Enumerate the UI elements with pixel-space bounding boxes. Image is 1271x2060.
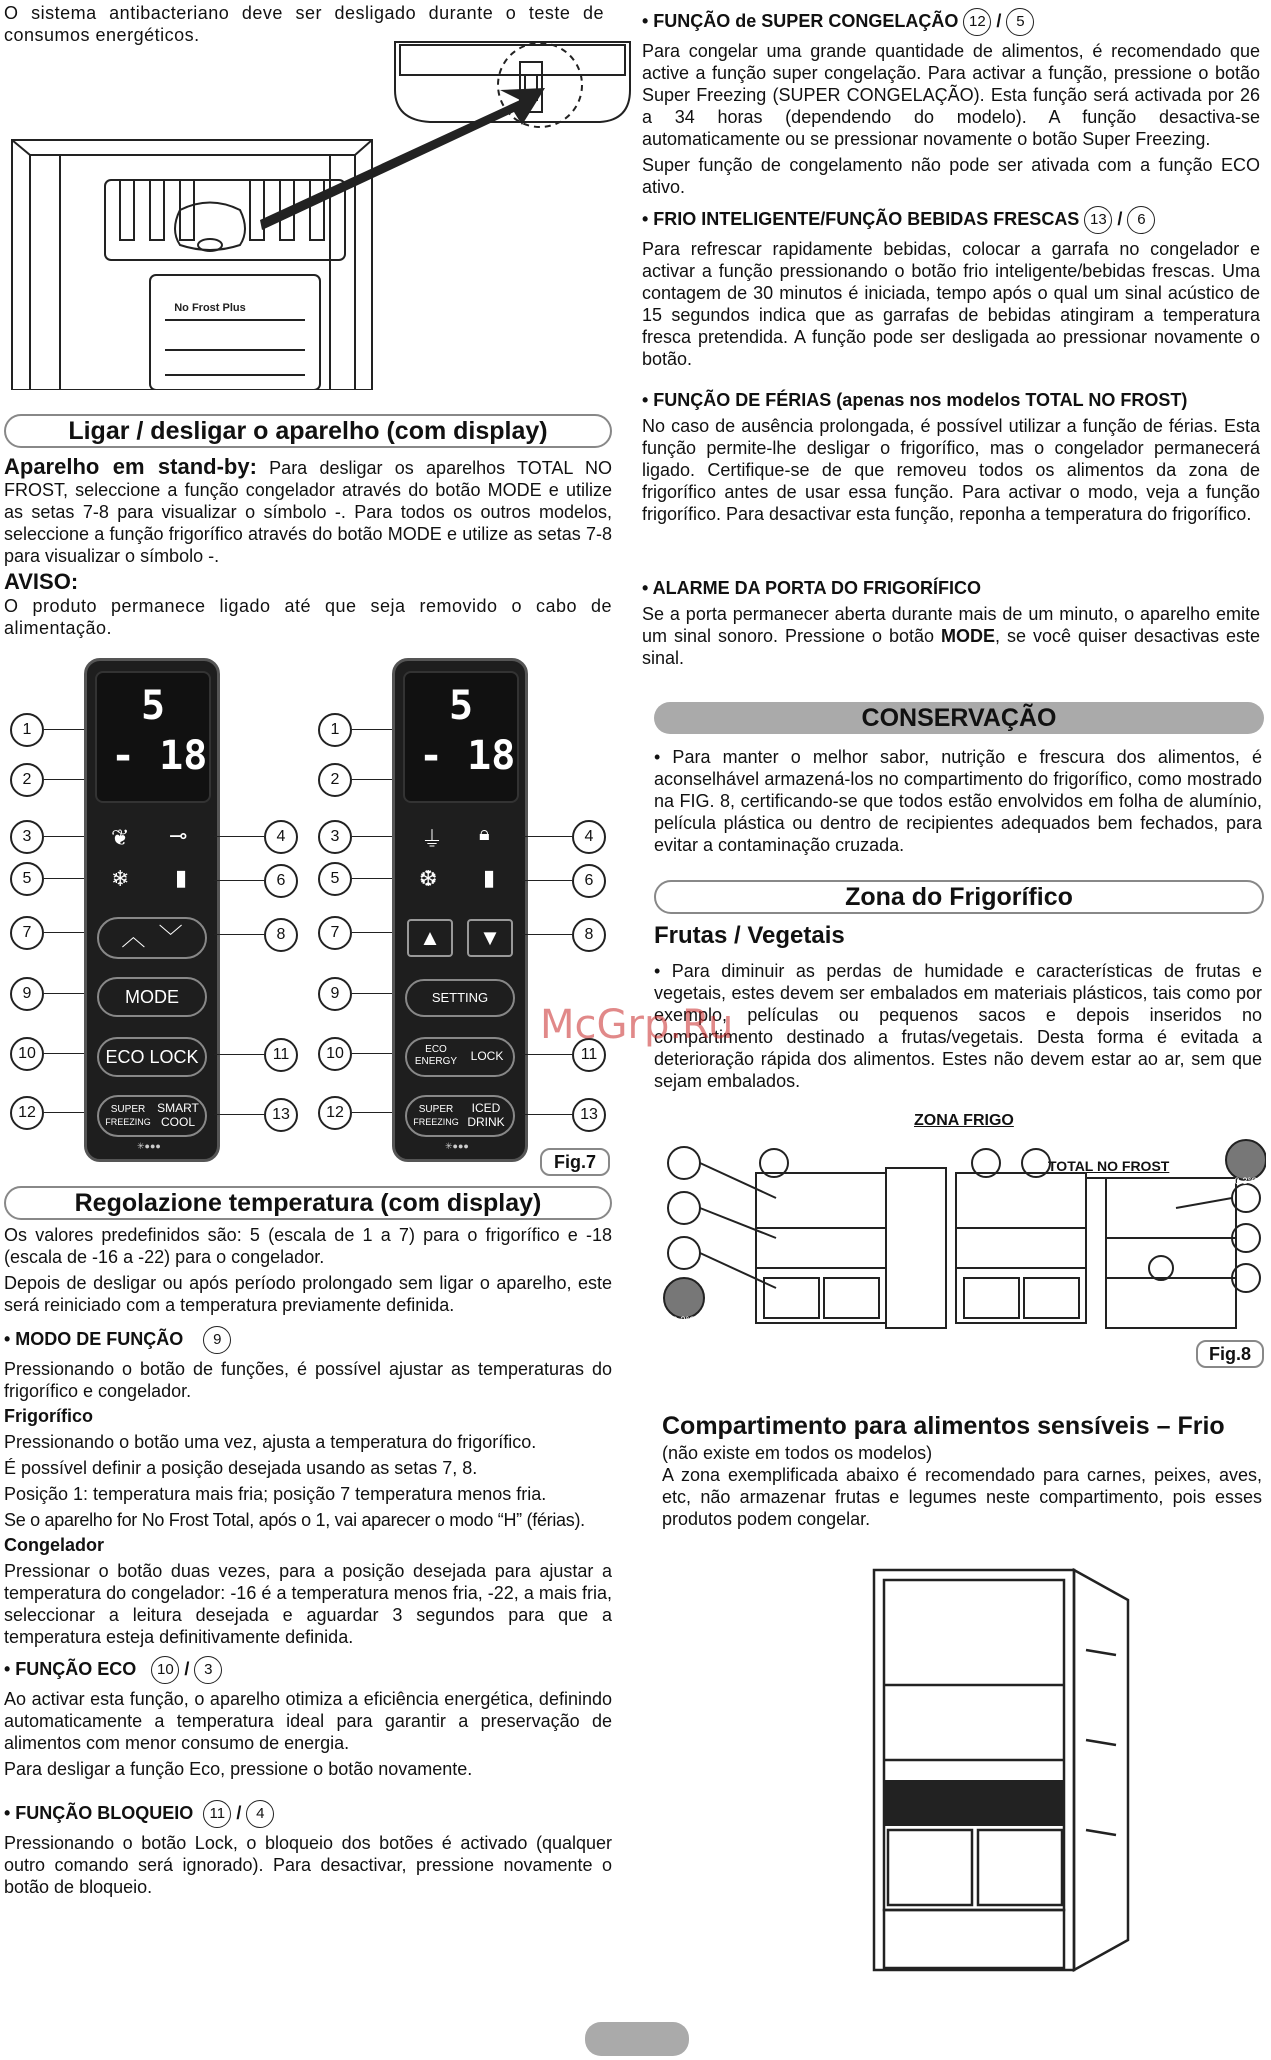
arrow-buttons-left: [97, 917, 207, 959]
callout-8-b: 8: [572, 918, 606, 952]
super-freeze-section: • FUNÇÃO de SUPER CONGELAÇÃO 12 / 5 Para congelar uma grande quantidade de alimentos, é recomendado que active a função super congelação. Para activar a função, pressione o botão Super Freezing (SUPER CONGELAÇÃO). Esta função será activada por 26 a 34 horas (dependendo do modelo). A função desactiva-se automaticamente ou se pressionar novamente o botão Super Freezing. Super função de congelamento não pode ser ativada com a função ECO ativo.: [642, 8, 1260, 198]
freezer-temp-display: - 18: [111, 733, 208, 779]
eco-button[interactable]: ECO: [105, 1047, 145, 1067]
callout-10-b: 10: [318, 1037, 352, 1071]
callout-8-a: 8: [264, 918, 298, 952]
temp-defaults: Os valores predefinidos são: 5 (escala de 1 a 7) para o frigorífico e -18 (escala de -16 a -22) para o congelador.: [4, 1225, 612, 1267]
indicator-dots-r: ✳●●●: [445, 1141, 469, 1151]
door-alarm-section: [642, 578, 1260, 669]
callout-1: 1: [10, 713, 44, 747]
ref-12: 12: [963, 8, 991, 36]
sensiveis-title: Compartimento para alimentos sensíveis – Frio: [662, 1412, 1225, 1440]
mode-function-title: • MODO DE FUNÇÃO: [4, 1328, 184, 1349]
fridge-title: Frigorífico: [4, 1406, 93, 1426]
smart-cool-section: • FRIO INTELIGENTE/FUNÇÃO BEBIDAS FRESCAS 13 / 6 Para refrescar rapidamente bebidas, colocar a garrafa no congelador e activar a função pressionando o botão frio inteligente/bebidas frescas. Uma contagem de 30 minutos é iniciada, tempo após o qual um sinal acústico de 15 segundos indica que as garrafas de bebidas atingiram a temperatura fresca pretendida. A função pode ser desligada ao pressionar novamente o botão.: [642, 206, 1260, 370]
fridge-interior-illustration: [0, 30, 640, 390]
super-freeze-text: Para congelar uma grande quantidade de alimentos, é recomendado que active a função super congelação. Para activar a função, pressione o botão Super Freezing (SUPER CONGELAÇÃO). Esta função será activada por 26 a 34 horas (dependendo do modelo). A função desactiva-se automaticamente ou se pressionar novamente o botão Super Freezing.: [642, 41, 1260, 149]
mode-function-text: Pressionando o botão de funções, é possível ajustar as temperaturas do frigorífico e congelador.: [4, 1359, 612, 1401]
conservacao-text: • Para manter o melhor sabor, nutrição e frescura dos alimentos, é aconselhável armazená-los no compartimento do frigorífico, como mostrado na FIG. 8, certificando-se que todos estão envolvidos em folha de alumínio, película plástica ou dentro de recipientes adequados bem fechados, para evitar a contaminação cruzada.: [654, 747, 1262, 855]
eco-lock-buttons-r: [405, 1037, 515, 1077]
antibacterial-note: O sistema antibacteriano deve ser desligado durante o teste de consumos energéticos.: [4, 3, 604, 45]
onoff-header: Ligar / desligar o aparelho (com display): [4, 414, 612, 448]
callout-11-a: 11: [264, 1038, 298, 1072]
temp-label-a: 0-3°C: [672, 1315, 696, 1325]
fridge-label: No Frost Plus: [174, 302, 246, 314]
conservacao-header: CONSERVAÇÃO: [654, 702, 1264, 734]
lock-text: Pressionando o botão Lock, o bloqueio dos botões é activado (qualquer outro comando será ignorado). Para desactivar, pressione novamente o botão de bloqueio.: [4, 1833, 612, 1897]
callout-6-a: 6: [264, 864, 298, 898]
temp-restart: Depois de desligar ou após período prolongado sem ligar o aparelho, este será reiniciado com a temperatura previamente definida.: [4, 1273, 612, 1315]
lock-title: • FUNÇÃO BLOQUEIO: [4, 1802, 194, 1823]
fig7-label: Fig.7: [540, 1148, 610, 1176]
fridge-line-4: Se o aparelho for No Frost Total, após o 1, vai aparecer o modo “H” (férias).: [4, 1510, 585, 1530]
snowflake-icon: ❄: [111, 866, 130, 891]
super-freezing-button-r[interactable]: SUPER FREEZING: [413, 1104, 459, 1127]
eco-lock-buttons: [97, 1037, 207, 1077]
callout-13-b: 13: [572, 1098, 606, 1132]
callout-4-a: 4: [264, 820, 298, 854]
super-freezing-button[interactable]: SUPER FREEZING: [105, 1104, 151, 1127]
snowflake-icon-r: ❆: [419, 866, 438, 891]
smart-cool-text: Para refrescar rapidamente bebidas, colocar a garrafa no congelador e activar a função pressionando o botão frio inteligente/bebidas frescas. Uma contagem de 30 minutos é iniciada, tempo após o qual um sinal acústico de 15 segundos indica que as garrafas de bebidas atingiram a temperatura fresca pretendida. A função pode ser desligada ao pressionar novamente o botão.: [642, 239, 1260, 369]
sensiveis-sub: (não existe em todos os modelos): [662, 1443, 933, 1463]
fruits-text: • Para diminuir as perdas de humidade e características de frutas e vegetais, estes devem ser embalados em materiais plásticos, tais como por exemplo, películas ou pequenos sacos e depois inseridos no compartimento destinado a frutas/vegetais. Desta forma é evitada a deterioração rápida dos alimentos. Estes não devem estar ao ar, sem que sejam embalados.: [654, 961, 1262, 1091]
smart-cool-button[interactable]: SMART COOL: [157, 1101, 199, 1129]
fridge-temp-display: 5: [141, 683, 166, 729]
callout-9: 9: [10, 977, 44, 1011]
callout-7-b: 7: [318, 916, 352, 950]
control-panel-left: [84, 658, 220, 1162]
lock-section: • FUNÇÃO BLOQUEIO 11 / 4 Pressionando o botão Lock, o bloqueio dos botões é activado (qualquer outro comando será ignorado). Para desactivar, pressione novamente o botão de bloqueio.: [4, 1800, 612, 1898]
callout-12: 12: [10, 1096, 44, 1130]
ref-3: 3: [194, 1656, 222, 1684]
super-smart-buttons: [97, 1095, 207, 1137]
eco-off-text: Para desligar a função Eco, pressione o botão novamente.: [4, 1759, 473, 1779]
callout-2-b: 2: [318, 763, 352, 797]
smart-cool-title: • FRIO INTELIGENTE/FUNÇÃO BEBIDAS FRESCAS: [642, 208, 1080, 229]
fruits-title: Frutas / Vegetais: [654, 922, 845, 949]
key-icon: ⊸: [169, 823, 188, 848]
super-freeze-title: • FUNÇÃO de SUPER CONGELAÇÃO: [642, 10, 959, 31]
callout-4-b: 4: [572, 820, 606, 854]
ref-5: 5: [1006, 8, 1034, 36]
leaf-icon: ❦: [111, 825, 130, 850]
freezer-title: Congelador: [4, 1535, 105, 1555]
eco-title: • FUNÇÃO ECO: [4, 1658, 137, 1679]
callout-3: 3: [10, 820, 44, 854]
warning-text: O produto permanece ligado até que seja removido o cabo de alimentação.: [4, 596, 612, 638]
temp-section: [4, 1224, 612, 1648]
sensitive-compartment-illustration: [866, 1560, 1136, 1980]
ref-11: 11: [203, 1800, 231, 1828]
holiday-section: [642, 390, 1260, 525]
sensiveis-text: A zona exemplificada abaixo é recomendado para carnes, peixes, aves, etc, não armazenar frutas e legumes neste compartimento, pois esses produtos podem congelar.: [662, 1465, 1262, 1529]
control-panel-right: [392, 658, 528, 1162]
callout-10: 10: [10, 1037, 44, 1071]
mode-button[interactable]: MODE: [97, 977, 207, 1017]
ref-9: 9: [203, 1326, 231, 1354]
callout-3-b: 3: [318, 820, 352, 854]
lock-button[interactable]: LOCK: [149, 1047, 199, 1067]
temp-header: Regolazione temperatura (com display): [4, 1186, 612, 1220]
callout-2: 2: [10, 763, 44, 797]
callout-7: 7: [10, 916, 44, 950]
bottle-icon-r: ▮: [483, 865, 496, 890]
callout-11-b: 11: [572, 1038, 606, 1072]
fig8-label: Fig.8: [1196, 1340, 1264, 1368]
fridge-temp-display-r: 5: [449, 683, 474, 729]
display-right: [403, 671, 519, 803]
ref-13: 13: [1084, 206, 1112, 234]
padlock-icon: 🔒︎: [479, 823, 490, 845]
fridge-line-2: É possível definir a posição desejada usando as setas 7, 8.: [4, 1458, 478, 1478]
bottle-icon: ▮: [175, 865, 188, 890]
total-no-frost-label: TOTAL NO FROST: [1048, 1158, 1170, 1174]
callout-1-b: 1: [318, 713, 352, 747]
callout-5: 5: [10, 862, 44, 896]
arrow-down-button-r[interactable]: ▼: [467, 919, 513, 957]
callout-13-a: 13: [264, 1098, 298, 1132]
ref-4: 4: [246, 1800, 274, 1828]
onoff-section: [4, 456, 612, 639]
page-number-tab: [585, 2022, 689, 2056]
fig8-illustration: [656, 1138, 1266, 1338]
ref-6: 6: [1127, 206, 1155, 234]
callout-12-b: 12: [318, 1096, 352, 1130]
warning-title: AVISO:: [4, 569, 79, 594]
ref-10: 10: [151, 1656, 179, 1684]
freezer-text: Pressionar o botão duas vezes, para a posição desejada para ajustar a temperatura do congelador: -16 é a temperatura menos fria, -22, a mais fria, seleccionar a leitura desejada e aguardar 3 segundos para que a temperatura esteja definitivamente definida.: [4, 1561, 612, 1647]
holiday-text: No caso de ausência prolongada, é possível utilizar a função de férias. Esta função permite-lhe desligar o frigorífico, mas o congelador permanecerá ligado. Certifique-se de que removeu todos os alimentos da zona de frigorífico antes de usar essa função. Para activar o modo, veja a função frigorífico. Para desactivar esta função, reponha a temperatura do frigorífico.: [642, 416, 1260, 524]
eco-text: Ao activar esta função, o aparelho otimiza a eficiência energética, definindo automaticamente a temperatura ideal para garantir a preservação de alimentos com menor consumo de energia.: [4, 1689, 612, 1753]
arrow-up-button[interactable]: ︿: [121, 924, 146, 951]
lock-button-r[interactable]: LOCK: [470, 1049, 504, 1063]
standby-text: Aparelho em stand-by: Para desligar os aparelhos TOTAL NO FROST, seleccione a função congelador através do botão MODE e utilize as setas 7-8 para visualizar o símbolo -. Para todos os outros modelos, seleccione a função frigorífico através do botão MODE e utilize as setas 7-8 para visualizar o símbolo -.: [4, 454, 612, 566]
temp-label-b: 0-3°C: [1234, 1176, 1258, 1186]
fridge-line-1: Pressionando o botão uma vez, ajusta a temperatura do frigorífico.: [4, 1432, 537, 1452]
callout-6-b: 6: [572, 864, 606, 898]
display-left: [95, 671, 211, 803]
super-freeze-note: Super função de congelamento não pode ser ativada com a função ECO ativo.: [642, 155, 1260, 197]
fridge-line-3: Posição 1: temperatura mais fria; posição 7 temperatura menos fria.: [4, 1484, 547, 1504]
zona-frigo-label: ZONA FRIGO: [914, 1112, 1014, 1129]
zona-header: Zona do Frigorífico: [654, 880, 1264, 914]
iced-drink-button[interactable]: ICED DRINK: [467, 1101, 505, 1129]
freezer-temp-display-r: - 18: [419, 733, 516, 779]
eco-energy-button[interactable]: ECO ENERGY: [414, 1044, 458, 1067]
watermark: McGrp.Ru: [540, 1002, 734, 1048]
eco-section: • FUNÇÃO ECO 10 / 3 Ao activar esta função, o aparelho otimiza a eficiência energética, definindo automaticamente a temperatura ideal para garantir a preservação de alimentos com menor consumo de energia. Para desligar a função Eco, pressione o botão novamente.: [4, 1656, 612, 1780]
indicator-dots: ✳●●●: [137, 1141, 161, 1151]
callout-9-b: 9: [318, 977, 352, 1011]
super-iced-buttons: [405, 1095, 515, 1137]
callout-5-b: 5: [318, 862, 352, 896]
plug-icon: ⏚: [421, 827, 444, 852]
door-alarm-title: • ALARME DA PORTA DO FRIGORÍFICO: [642, 578, 981, 598]
door-alarm-text: Se a porta permanecer aberta durante mais de um minuto, o aparelho emite um sinal sonoro. Pressione o botão MODE, se você quiser desactivas este sinal.: [642, 604, 1260, 668]
holiday-title: • FUNÇÃO DE FÉRIAS (apenas nos modelos TOTAL NO FROST): [642, 390, 1188, 410]
arrow-down-button[interactable]: ﹀: [158, 924, 183, 951]
arrow-up-button-r[interactable]: ▲: [407, 919, 453, 957]
setting-button[interactable]: SETTING: [405, 979, 515, 1017]
